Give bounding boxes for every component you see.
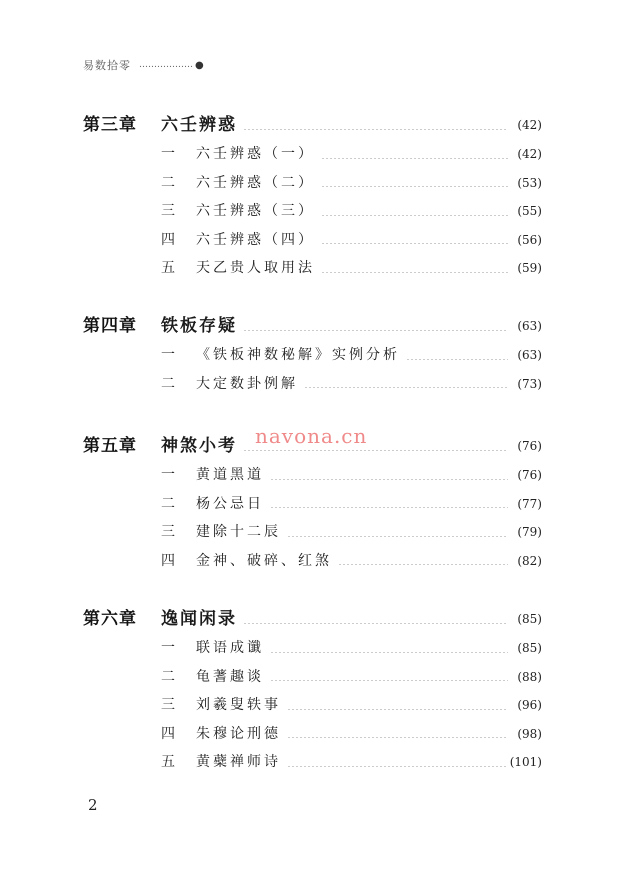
chapter-title-text: 逸闻闲录	[161, 609, 237, 629]
dot-leader	[338, 564, 508, 565]
section-title-text: 黄道黑道	[196, 467, 264, 483]
section-title	[196, 721, 512, 747]
section-page: (42)	[517, 147, 542, 161]
section-page: (88)	[517, 669, 542, 684]
section-title	[196, 342, 512, 368]
section-title-text: 龟蓍趣谈	[196, 668, 264, 685]
section-title	[196, 141, 512, 167]
section-number: 四	[161, 552, 175, 569]
section-title	[196, 635, 512, 661]
dot-leader	[406, 359, 508, 360]
dot-leader	[243, 330, 508, 331]
chapter-page: (85)	[517, 612, 542, 626]
running-head-mark: ●	[195, 59, 205, 71]
toc-section	[0, 721, 624, 747]
toc-section	[0, 491, 624, 517]
section-page: (59)	[517, 261, 542, 276]
toc-section	[0, 227, 624, 253]
section-page: (101)	[509, 755, 542, 770]
chapter-number: 第五章	[83, 436, 137, 456]
dot-leader	[321, 272, 508, 273]
section-page: (82)	[517, 553, 542, 568]
running-head-leader: ………………	[139, 60, 193, 70]
section-title	[196, 664, 512, 690]
section-number: 二	[161, 375, 175, 392]
dot-leader	[321, 158, 508, 159]
section-number: 四	[161, 231, 175, 248]
dot-leader	[270, 680, 508, 681]
toc-section	[0, 749, 624, 775]
section-number: 一	[161, 347, 175, 363]
section-page: (98)	[517, 726, 542, 741]
section-title-text: 六壬辨惑（二）	[196, 174, 315, 191]
section-title	[196, 491, 512, 517]
section-number: 三	[161, 524, 175, 541]
chapter-title	[161, 112, 512, 138]
section-number: 一	[161, 467, 175, 483]
running-head	[83, 57, 205, 73]
dot-leader	[287, 709, 508, 710]
section-title-text: 大定数卦例解	[196, 375, 298, 392]
dot-leader	[270, 479, 508, 480]
dot-leader	[243, 623, 508, 624]
section-title	[196, 548, 512, 574]
section-title-text: 金神、破碎、红煞	[196, 552, 332, 569]
toc-section	[0, 170, 624, 196]
section-number: 二	[161, 668, 175, 685]
chapter-page: (76)	[517, 439, 542, 453]
toc-chapter	[0, 606, 624, 632]
section-title-text: 《铁板神数秘解》实例分析	[196, 347, 400, 363]
section-title	[196, 170, 512, 196]
chapter-page: (63)	[517, 319, 542, 333]
chapter-title-text: 六壬辨惑	[161, 115, 237, 135]
section-title-text: 天乙贵人取用法	[196, 260, 315, 277]
dot-leader	[270, 652, 508, 653]
section-page: (56)	[517, 232, 542, 247]
section-page: (77)	[517, 496, 542, 511]
toc-section	[0, 141, 624, 167]
section-title-text: 六壬辨惑（一）	[196, 146, 315, 162]
section-title	[196, 371, 512, 397]
chapter-title-text: 神煞小考	[161, 436, 237, 456]
section-title	[196, 692, 512, 718]
dot-leader	[287, 737, 508, 738]
toc-section	[0, 462, 624, 488]
section-title	[196, 227, 512, 253]
section-page: (85)	[517, 641, 542, 655]
section-title	[196, 519, 512, 545]
section-number: 二	[161, 495, 175, 512]
dot-leader	[287, 536, 508, 537]
section-number: 四	[161, 725, 175, 742]
dot-leader	[304, 387, 508, 388]
section-page: (53)	[517, 175, 542, 190]
section-page: (55)	[517, 204, 542, 219]
toc-section	[0, 342, 624, 368]
toc-section	[0, 255, 624, 281]
section-title	[196, 198, 512, 224]
section-title	[196, 255, 512, 281]
page-number: 2	[88, 796, 98, 814]
chapter-title	[161, 606, 512, 632]
running-head-title: 易数拾零	[83, 59, 131, 72]
toc-chapter	[0, 112, 624, 138]
chapter-page: (42)	[517, 118, 542, 132]
section-page: (76)	[517, 468, 542, 482]
section-title-text: 联语成谶	[196, 640, 264, 656]
section-title-text: 六壬辨惑（三）	[196, 203, 315, 220]
dot-leader	[270, 507, 508, 508]
dot-leader	[243, 450, 508, 451]
toc-section	[0, 664, 624, 690]
section-page: (79)	[517, 525, 542, 540]
section-title-text: 刘羲叟轶事	[196, 697, 281, 714]
dot-leader	[243, 129, 508, 130]
watermark: navona.cn	[255, 424, 368, 448]
section-title-text: 建除十二辰	[196, 524, 281, 541]
section-page: (63)	[517, 348, 542, 362]
section-title-text: 黄蘗禅师诗	[196, 754, 281, 771]
section-number: 一	[161, 640, 175, 656]
section-number: 三	[161, 203, 175, 220]
chapter-number: 第三章	[83, 115, 137, 135]
section-title-text: 朱穆论刑德	[196, 725, 281, 742]
section-number: 一	[161, 146, 175, 162]
chapter-number: 第四章	[83, 316, 137, 336]
toc-section	[0, 635, 624, 661]
toc-section	[0, 519, 624, 545]
section-number: 五	[161, 754, 175, 771]
dot-leader	[287, 766, 508, 767]
section-title-text: 六壬辨惑（四）	[196, 231, 315, 248]
chapter-title	[161, 313, 512, 339]
chapter-number: 第六章	[83, 609, 137, 629]
section-title-text: 杨公忌日	[196, 495, 264, 512]
dot-leader	[321, 215, 508, 216]
section-page: (73)	[517, 376, 542, 391]
section-title	[196, 462, 512, 488]
section-number: 三	[161, 697, 175, 714]
chapter-title-text: 铁板存疑	[161, 316, 237, 336]
section-number: 五	[161, 260, 175, 277]
toc-section	[0, 548, 624, 574]
dot-leader	[321, 186, 508, 187]
dot-leader	[321, 243, 508, 244]
toc-section	[0, 692, 624, 718]
toc-chapter	[0, 313, 624, 339]
section-number: 二	[161, 174, 175, 191]
toc-section	[0, 198, 624, 224]
toc-section	[0, 371, 624, 397]
section-title	[196, 749, 512, 775]
section-page: (96)	[517, 698, 542, 713]
